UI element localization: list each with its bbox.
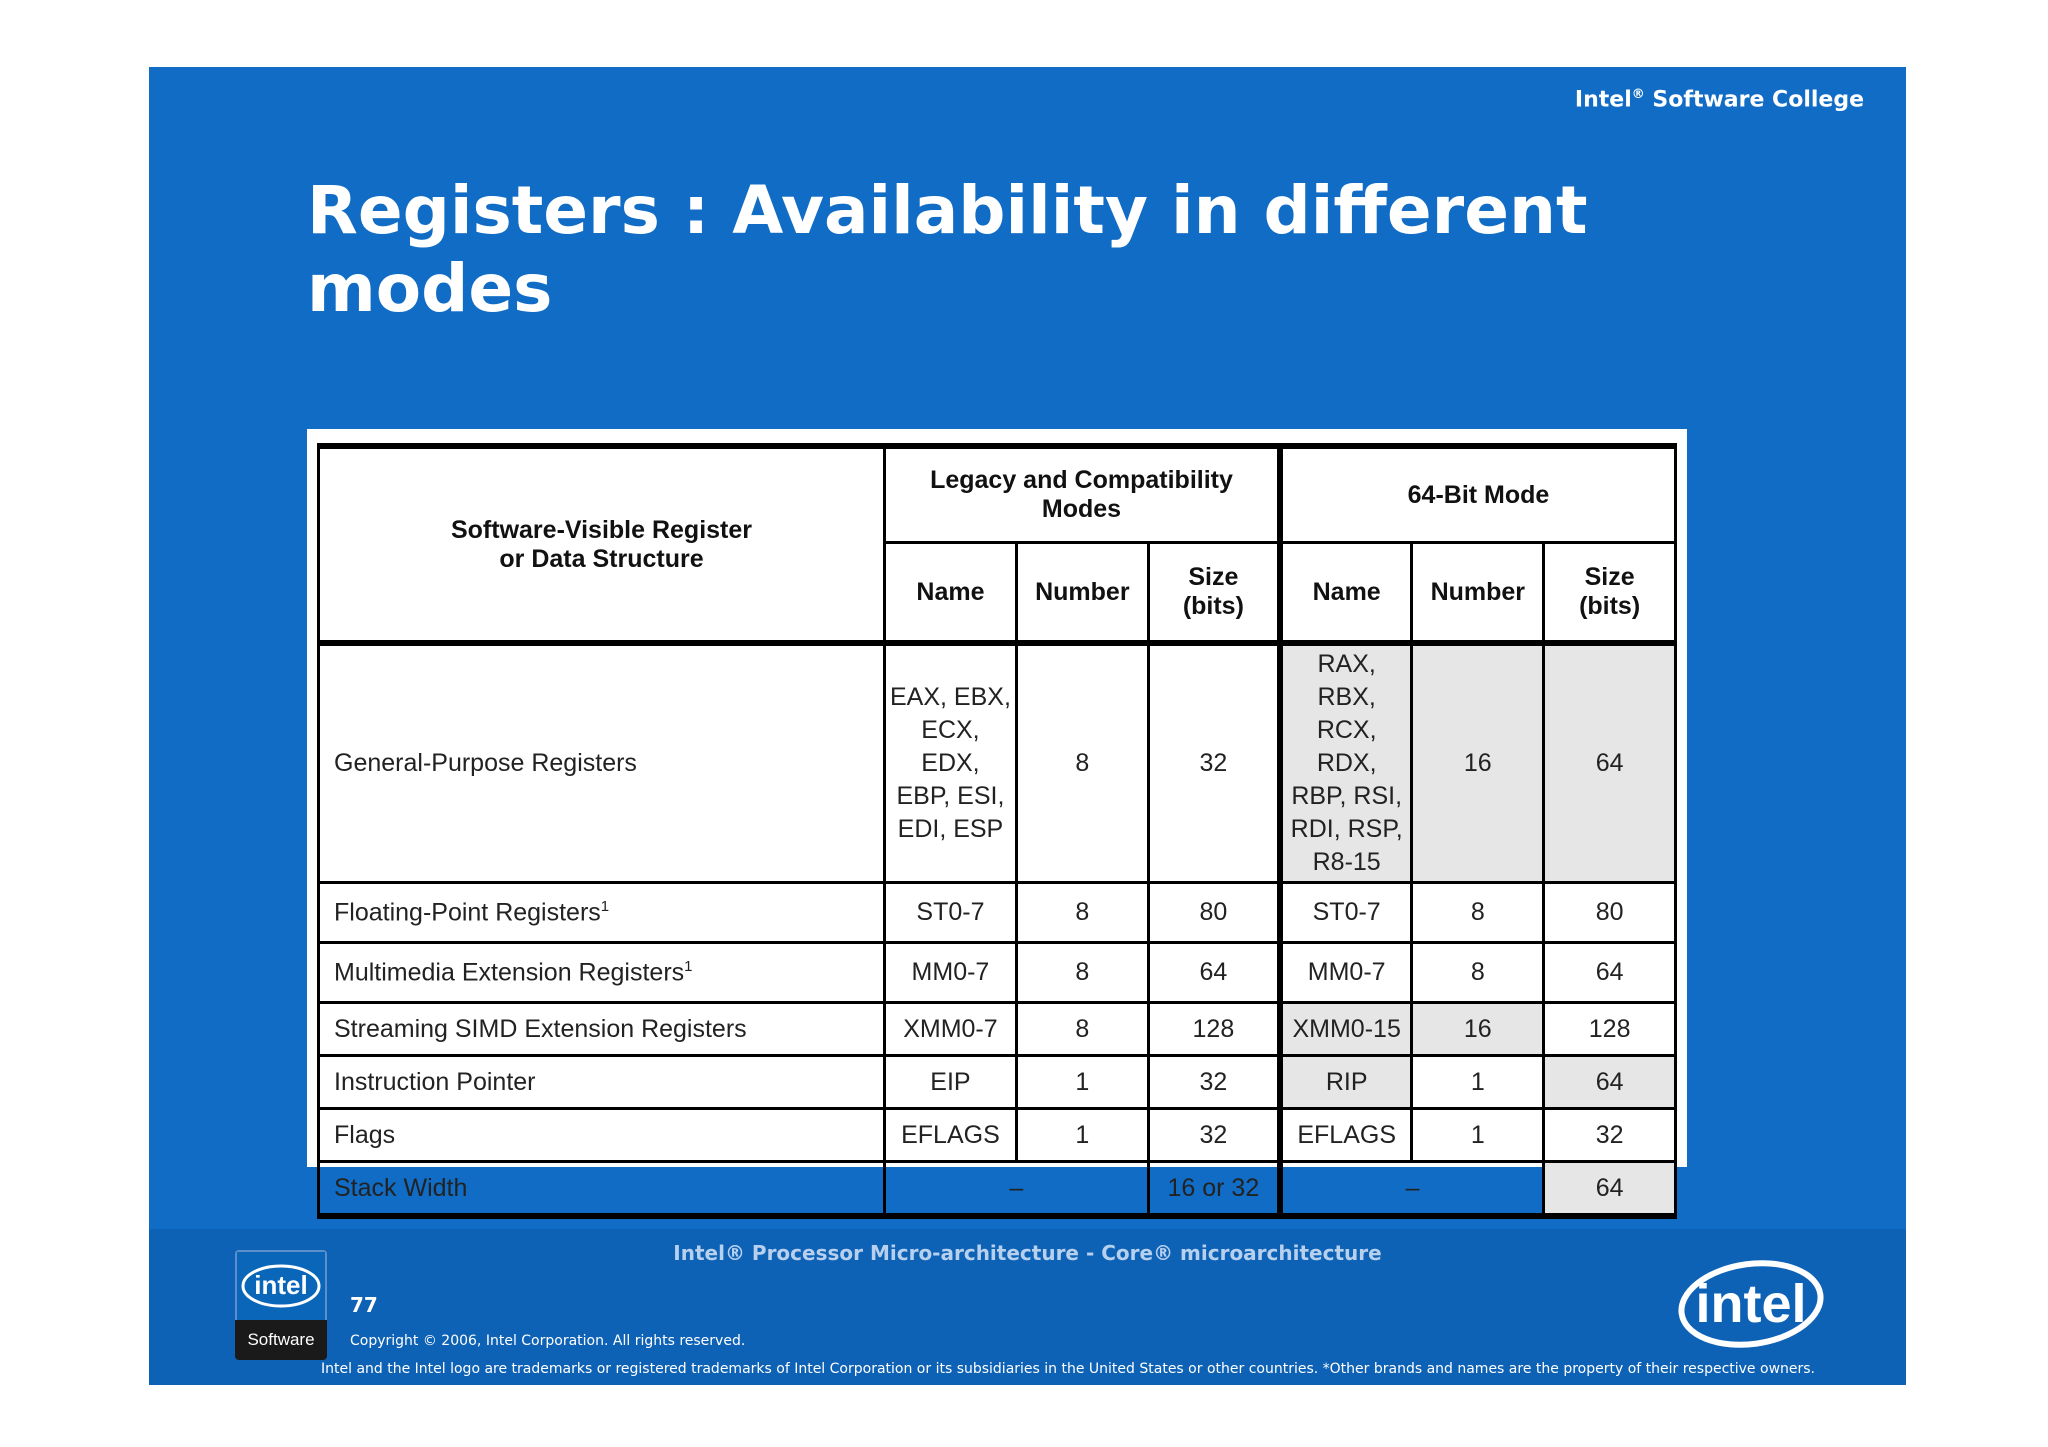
page-number: 77 (350, 1293, 378, 1317)
m64-name-header: Name (1280, 543, 1412, 644)
m64-name-cell: RAX, RBX, RCX, RDX, RBP, RSI, RDI, RSP, R8-15 (1280, 643, 1412, 883)
intel-software-badge (235, 1250, 327, 1360)
row-label: Floating-Point Registers$^1$ (319, 883, 885, 943)
intel-logo-icon (1671, 1252, 1831, 1362)
registers-table (317, 443, 1677, 1219)
table-row-flags (319, 1109, 1676, 1162)
svg-text:intel: intel (1695, 1274, 1807, 1334)
m64-name-cell: EFLAGS (1280, 1109, 1412, 1162)
legacy-number-cell: 8 (1016, 1003, 1148, 1056)
row-label: Flags (319, 1109, 885, 1162)
legacy-size-cell: 32 (1148, 1109, 1280, 1162)
footer-course-title: Intel® Processor Micro-architecture - Core® microarchitecture (673, 1241, 1382, 1265)
m64-number-cell: 8 (1412, 883, 1544, 943)
m64-size-cell: 64 (1544, 1056, 1676, 1109)
brand-header: Intel® Software College (1574, 87, 1864, 113)
legacy-number-cell: 1 (1016, 1056, 1148, 1109)
m64-number-cell: 16 (1412, 1003, 1544, 1056)
row-label: Multimedia Extension Registers$^1$ (319, 943, 885, 1003)
legacy-number-cell: 8 (1016, 643, 1148, 883)
legacy-size-cell: 16 or 32 (1148, 1162, 1280, 1217)
m64-number-cell: 16 (1412, 643, 1544, 883)
slide-title: Registers : Availability in different modes (307, 172, 1588, 327)
corner-header: Software-Visible Register or Data Structure (319, 446, 885, 643)
m64-number-cell: 8 (1412, 943, 1544, 1003)
legacy-number-cell: 1 (1016, 1109, 1148, 1162)
table-row-general-purpose (319, 643, 1676, 883)
badge-label: Software (235, 1320, 327, 1360)
legacy-name-cell: ST0-7 (885, 883, 1017, 943)
m64-name-cell: ST0-7 (1280, 883, 1412, 943)
legacy-size-cell: 32 (1148, 643, 1280, 883)
legacy-number-cell: 8 (1016, 883, 1148, 943)
legacy-group-header: Legacy and Compatibility Modes (885, 446, 1280, 543)
legacy-name-cell: MM0-7 (885, 943, 1017, 1003)
m64-size-cell: 80 (1544, 883, 1676, 943)
legacy-number-header: Number (1016, 543, 1148, 644)
m64-size-cell: 32 (1544, 1109, 1676, 1162)
table-row-stack-width (319, 1162, 1676, 1217)
table-row-instruction-pointer (319, 1056, 1676, 1109)
legacy-name-cell: XMM0-7 (885, 1003, 1017, 1056)
copyright-text: Copyright © 2006, Intel Corporation. All rights reserved. (350, 1333, 746, 1349)
table-row-simd (319, 1003, 1676, 1056)
row-label: Stack Width (319, 1162, 885, 1217)
legacy-name-header: Name (885, 543, 1017, 644)
legacy-size-cell: 128 (1148, 1003, 1280, 1056)
table-row-multimedia (319, 943, 1676, 1003)
m64-name-cell: XMM0-15 (1280, 1003, 1412, 1056)
intel-badge-logo-icon (237, 1252, 325, 1318)
trademark-text: Intel and the Intel logo are trademarks or registered trademarks of Intel Corporation or its subsidiaries in the United States or other countries. *Other brands and names are the property of their respective owners. (321, 1361, 1816, 1377)
row-label: Streaming SIMD Extension Registers (319, 1003, 885, 1056)
m64-size-header: Size (bits) (1544, 543, 1676, 644)
legacy-size-cell: 64 (1148, 943, 1280, 1003)
m64-size-cell: 64 (1544, 1162, 1676, 1217)
legacy-size-header: Size (bits) (1148, 543, 1280, 644)
badge-logo-area (235, 1250, 327, 1320)
table-panel (307, 429, 1687, 1202)
m64-name-cell: RIP (1280, 1056, 1412, 1109)
legacy-name-cell: EAX, EBX, ECX, EDX, EBP, ESI, EDI, ESP (885, 643, 1017, 883)
legacy-size-cell: 32 (1148, 1056, 1280, 1109)
legacy-number-cell: 8 (1016, 943, 1148, 1003)
m64-number-cell: 1 (1412, 1056, 1544, 1109)
table-header-row (319, 446, 1676, 543)
m64-size-cell: 64 (1544, 643, 1676, 883)
m64-number-cell: 1 (1412, 1109, 1544, 1162)
table-row-floating-point (319, 883, 1676, 943)
m64-name-cell: MM0-7 (1280, 943, 1412, 1003)
legacy-size-cell: 80 (1148, 883, 1280, 943)
legacy-namenumber-cell: – (885, 1162, 1149, 1217)
svg-text:intel: intel (254, 1270, 308, 1300)
m64-size-cell: 128 (1544, 1003, 1676, 1056)
legacy-name-cell: EFLAGS (885, 1109, 1017, 1162)
m64-namenumber-cell: – (1280, 1162, 1544, 1217)
row-label: Instruction Pointer (319, 1056, 885, 1109)
m64-size-cell: 64 (1544, 943, 1676, 1003)
row-label: General-Purpose Registers (319, 643, 885, 883)
legacy-name-cell: EIP (885, 1056, 1017, 1109)
mode64-group-header: 64-Bit Mode (1280, 446, 1676, 543)
slide (149, 67, 1906, 1385)
m64-number-header: Number (1412, 543, 1544, 644)
